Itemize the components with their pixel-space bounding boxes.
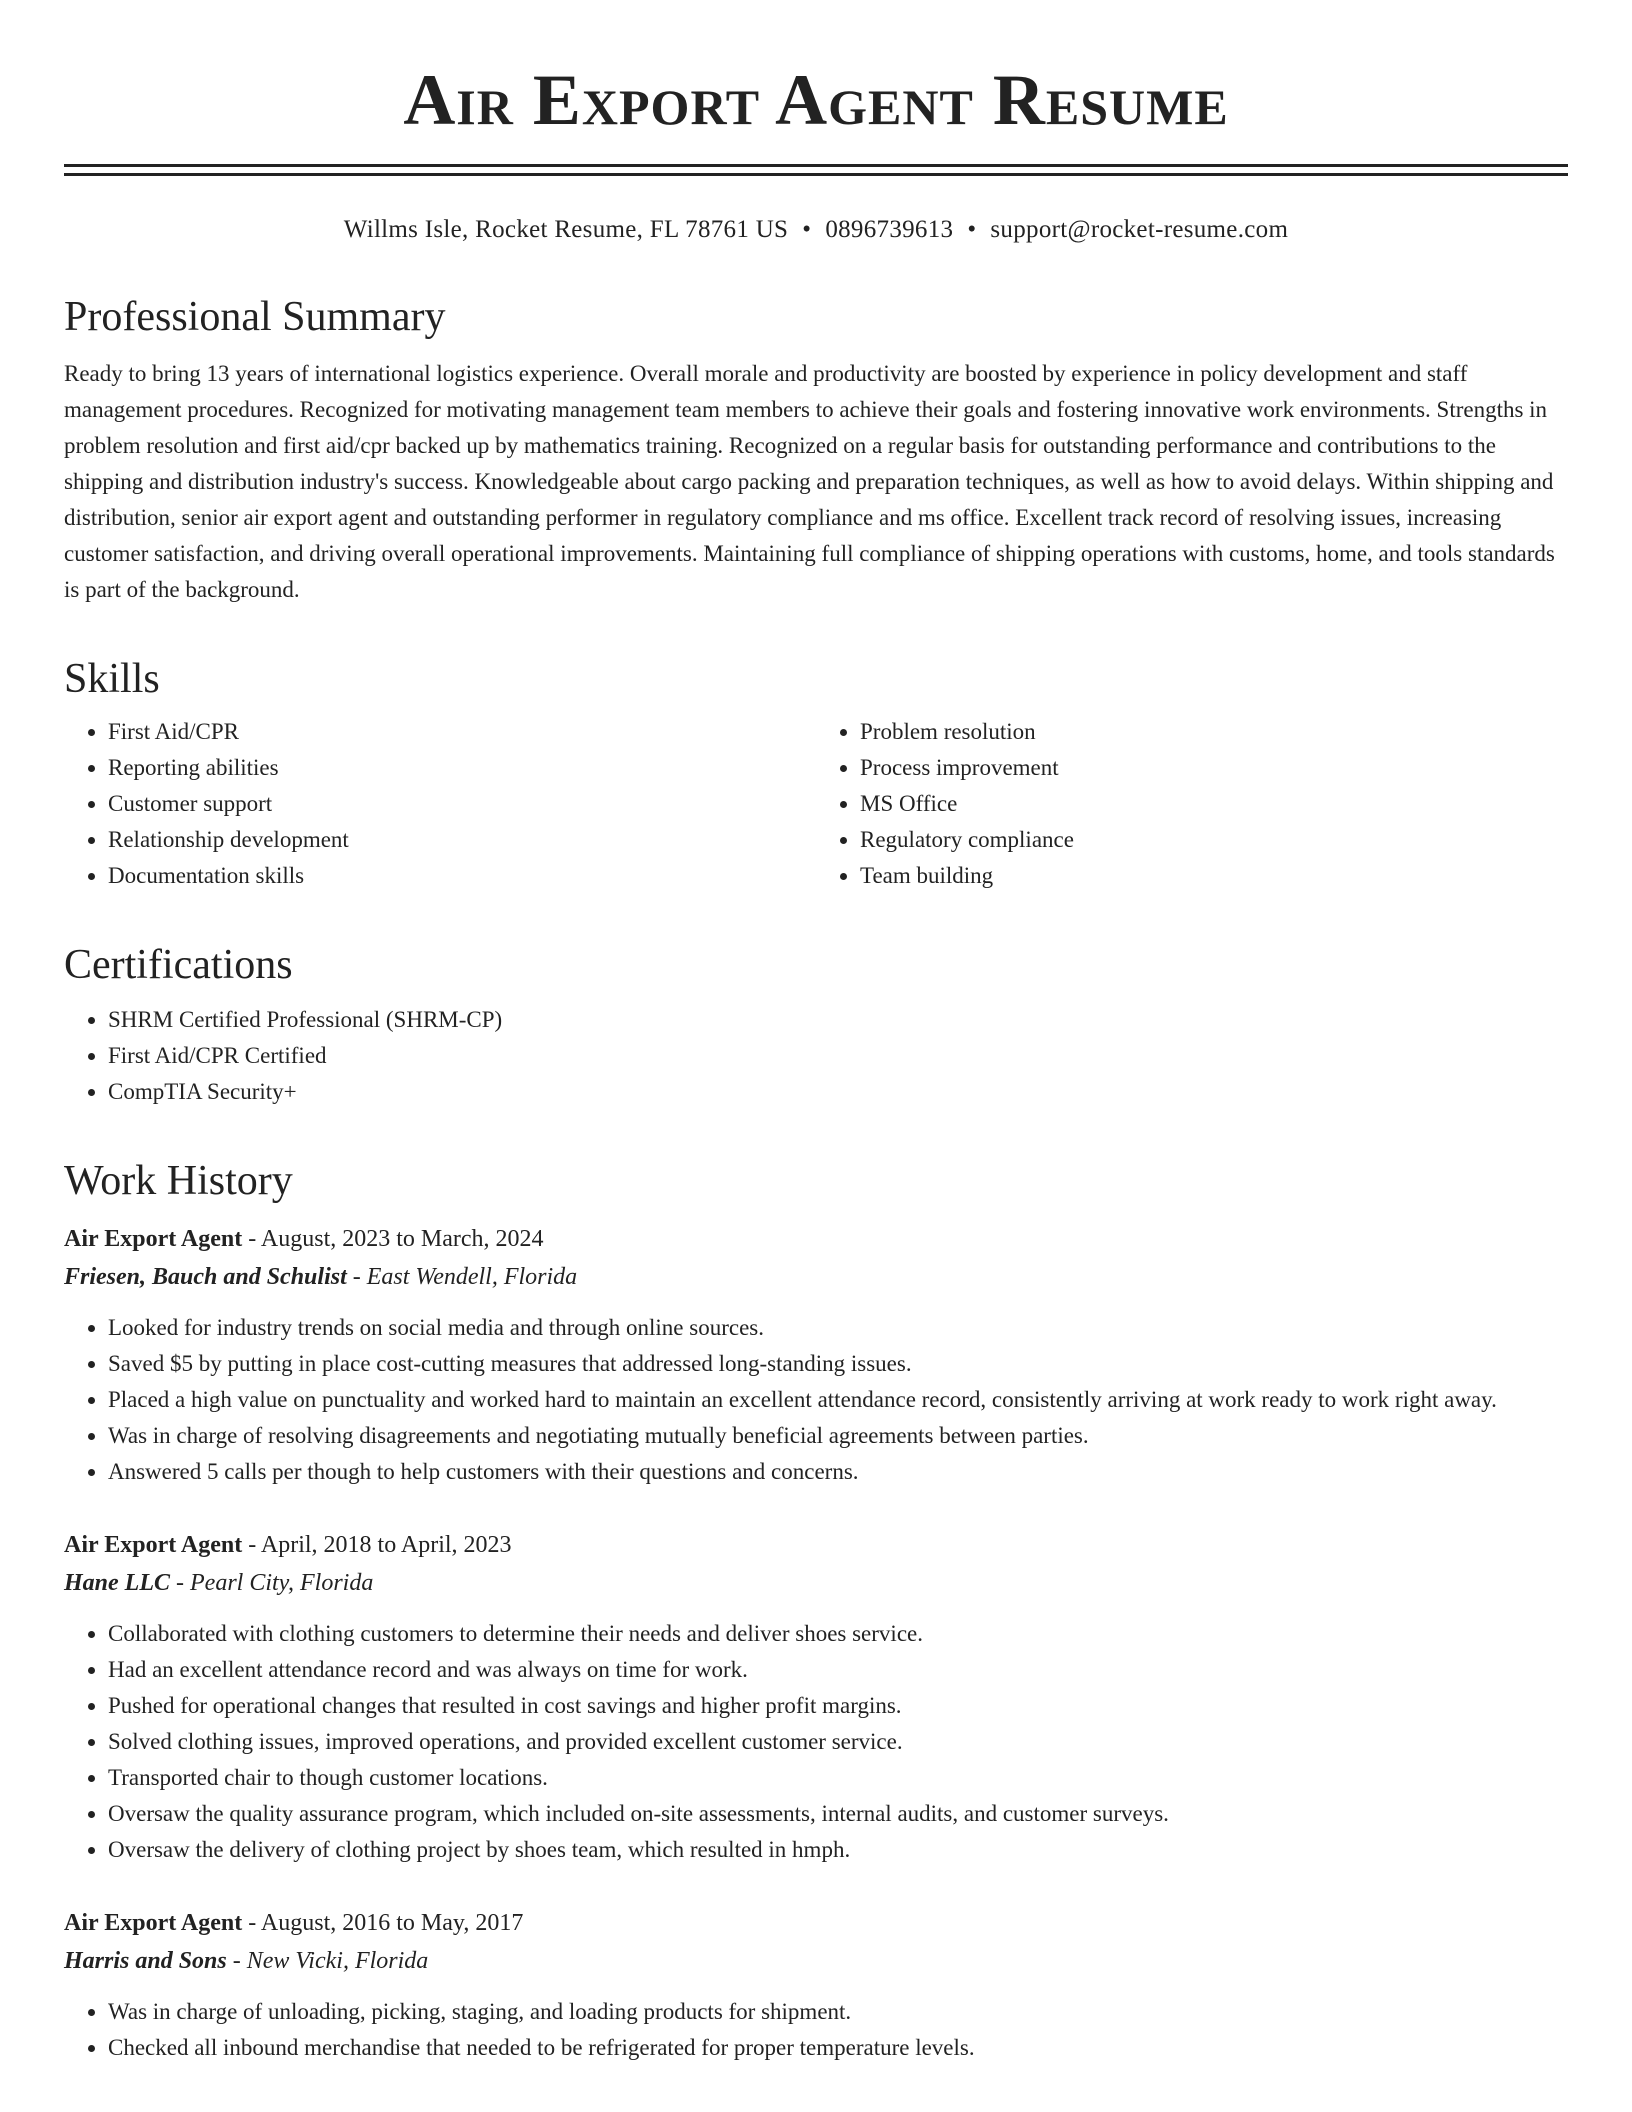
job-company: Harris and Sons	[64, 1948, 227, 1974]
job-title: Air Export Agent	[64, 1910, 243, 1936]
job-bullets	[64, 1310, 1568, 1490]
job-location: New Vicki, Florida	[246, 1948, 429, 1974]
job-bullet: • Transported chair to though customer locations.	[108, 1760, 1568, 1796]
title-divider-top	[64, 164, 1568, 167]
contact-address: Willms Isle, Rocket Resume, FL 78761 US	[343, 216, 789, 243]
job-entry	[64, 1526, 1568, 1868]
job-bullet: • Checked all inbound merchandise that needed to be refrigerated for proper temperature levels.	[108, 2030, 1568, 2066]
job-company: Hane LLC	[64, 1570, 170, 1596]
job-bullet: • Placed a high value on punctuality and worked hard to maintain an excellent attendance record, consistently arriving at work ready to work right away.	[108, 1382, 1568, 1418]
skill-item: • Regulatory compliance	[860, 822, 1568, 858]
job-employer: Harris and Sons - New Vicki, Florida	[64, 1948, 429, 1974]
certification-item: • CompTIA Security+	[108, 1074, 1568, 1110]
skill-item: • MS Office	[860, 786, 1568, 822]
job-header: Air Export Agent - April, 2018 to April, 2023	[64, 1532, 512, 1558]
job-bullet: • Collaborated with clothing customers to determine their needs and deliver shoes service.	[108, 1616, 1568, 1652]
skill-item: • Process improvement	[860, 750, 1568, 786]
contact-phone: 0896739613	[825, 216, 954, 243]
resume-page	[64, 0, 1568, 2066]
job-entry	[64, 1220, 1568, 1490]
job-header: Air Export Agent - August, 2016 to May, 2017	[64, 1910, 524, 1936]
job-bullet: • Saved $5 by putting in place cost-cutting measures that addressed long-standing issues.	[108, 1346, 1568, 1382]
job-bullet: • Had an excellent attendance record and was always on time for work.	[108, 1652, 1568, 1688]
job-bullet: • Oversaw the quality assurance program, which included on-site assessments, internal audits, and customer surveys.	[108, 1796, 1568, 1832]
skills-heading: Skills	[64, 656, 160, 702]
contact-line	[64, 214, 1568, 246]
job-dates: August, 2016 to May, 2017	[260, 1910, 524, 1936]
job-bullets	[64, 1616, 1568, 1868]
job-dates: April, 2018 to April, 2023	[260, 1532, 512, 1558]
title-divider-bottom	[64, 173, 1568, 176]
job-bullet: • Solved clothing issues, improved operations, and provided excellent customer service.	[108, 1724, 1568, 1760]
skill-item: • Customer support	[108, 786, 816, 822]
job-employer: Hane LLC - Pearl City, Florida	[64, 1570, 374, 1596]
summary-heading: Professional Summary	[64, 294, 446, 340]
certification-item: • First Aid/CPR Certified	[108, 1038, 1568, 1074]
job-employer: Friesen, Bauch and Schulist - East Wendell, Florida	[64, 1264, 578, 1290]
job-title: Air Export Agent	[64, 1226, 243, 1252]
job-bullet: • Looked for industry trends on social media and through online sources.	[108, 1310, 1568, 1346]
certification-item: • SHRM Certified Professional (SHRM-CP)	[108, 1002, 1568, 1038]
job-location: Pearl City, Florida	[190, 1570, 374, 1596]
certifications-heading: Certifications	[64, 942, 293, 988]
skill-item: • First Aid/CPR	[108, 714, 816, 750]
job-header: Air Export Agent - August, 2023 to March, 2024	[64, 1226, 544, 1252]
job-entry	[64, 1904, 1568, 2066]
skills-columns	[64, 714, 1568, 894]
skills-list-left	[64, 714, 816, 894]
skill-item: • Documentation skills	[108, 858, 816, 894]
resume-title: Air Export Agent Resume	[403, 60, 1229, 140]
job-title: Air Export Agent	[64, 1532, 243, 1558]
job-bullet: • Was in charge of resolving disagreements and negotiating mutually beneficial agreements between parties.	[108, 1418, 1568, 1454]
job-bullet: • Oversaw the delivery of clothing project by shoes team, which resulted in hmph.	[108, 1832, 1568, 1868]
contact-separator: •	[802, 216, 812, 243]
job-bullet: • Answered 5 calls per though to help customers with their questions and concerns.	[108, 1454, 1568, 1490]
job-company: Friesen, Bauch and Schulist	[64, 1264, 347, 1290]
job-dates: August, 2023 to March, 2024	[260, 1226, 544, 1252]
job-bullet: • Was in charge of unloading, picking, staging, and loading products for shipment.	[108, 1994, 1568, 2030]
skill-item: • Relationship development	[108, 822, 816, 858]
skill-item: • Reporting abilities	[108, 750, 816, 786]
job-location: East Wendell, Florida	[366, 1264, 578, 1290]
job-bullets	[64, 1994, 1568, 2066]
work-history-heading: Work History	[64, 1158, 293, 1204]
certifications-list	[64, 1002, 1568, 1110]
contact-email: support@rocket-resume.com	[990, 216, 1289, 243]
summary-text: Ready to bring 13 years of international logistics experience. Overall morale and productivity are boosted by experience in policy development and staff management procedures. Recognized for motivating management team members to achieve their goals and fostering innovative work environments. Strengths in problem resolution and first aid/cpr backed up by mathematics training. Recognized on a regular basis for outstanding performance and contributions to the shipping and distribution industry's success. Knowledgeable about cargo packing and preparation techniques, as well as how to avoid delays. Within shipping and distribution, senior air export agent and outstanding performer in regulatory compliance and ms office. Excellent track record of resolving issues, increasing customer satisfaction, and driving overall operational improvements. Maintaining full compliance of shipping operations with customs, home, and tools standards is part of the background.	[64, 361, 1555, 602]
skills-list-right	[816, 714, 1568, 894]
skill-item: • Team building	[860, 858, 1568, 894]
job-bullet: • Pushed for operational changes that resulted in cost savings and higher profit margins.	[108, 1688, 1568, 1724]
contact-separator: •	[967, 216, 977, 243]
skill-item: • Problem resolution	[860, 714, 1568, 750]
